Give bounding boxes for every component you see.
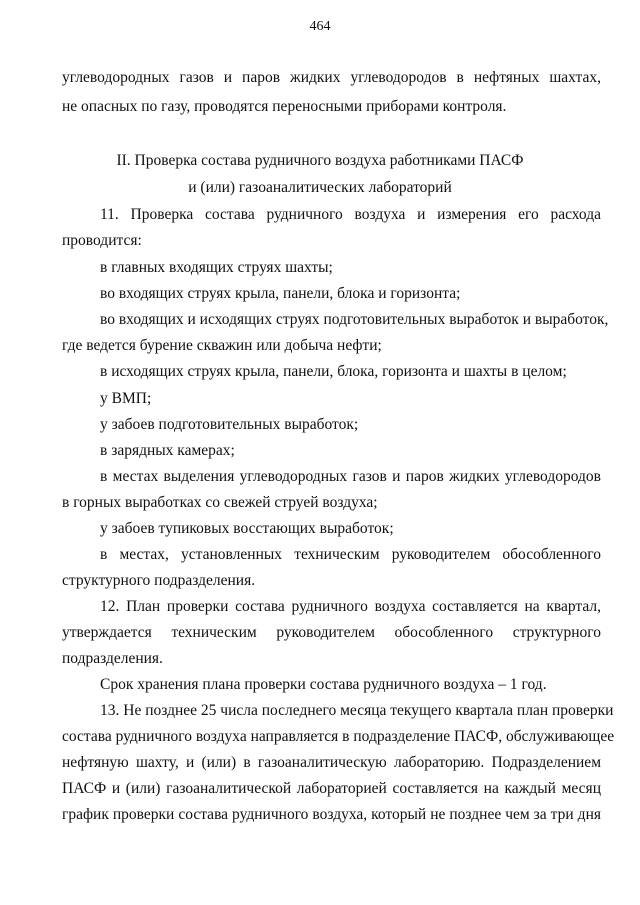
section-heading: и (или) газоаналитических лабораторий xyxy=(188,179,452,196)
list-item: в зарядных камерах; xyxy=(100,442,235,459)
text-line: 13. Не позднее 25 числа последнего месяца текущего квартала план проверки xyxy=(100,702,614,719)
text-line: не опасных по газу, проводятся переносными приборами контроля. xyxy=(62,98,507,115)
text-line: утверждается техническим руководителем обособленного структурного xyxy=(62,624,601,641)
text-line: ПАСФ и (или) газоаналитической лабораторией составляется на каждый месяц xyxy=(62,780,601,797)
list-item: в местах, установленных техническим руководителем обособленного xyxy=(100,546,601,563)
list-item: в главных входящих струях шахты; xyxy=(100,259,333,276)
text-line: структурного подразделения. xyxy=(62,572,256,589)
list-item: во входящих струях крыла, панели, блока и горизонта; xyxy=(100,285,461,302)
list-item: у ВМП; xyxy=(100,390,152,407)
text-line: подразделения. xyxy=(62,650,163,667)
list-item: в исходящих струях крыла, панели, блока, горизонта и шахты в целом; xyxy=(100,363,567,380)
text-line: график проверки состава рудничного воздуха, который не позднее чем за три дня xyxy=(62,806,601,823)
text-line: в горных выработках со свежей струей воздуха; xyxy=(62,494,378,511)
section-heading: II. Проверка состава рудничного воздуха работниками ПАСФ xyxy=(116,152,524,169)
list-item: у забоев тупиковых восстающих выработок; xyxy=(100,520,394,537)
text-line: 11. Проверка состава рудничного воздуха и измерения его расхода xyxy=(100,206,601,223)
text-line: нефтяную шахту, и (или) в газоаналитическую лабораторию. Подразделением xyxy=(62,754,601,771)
text-line: Срок хранения плана проверки состава рудничного воздуха – 1 год. xyxy=(100,676,547,693)
text-line: где ведется бурение скважин или добыча нефти; xyxy=(62,337,382,354)
text-line: состава рудничного воздуха направляется в подразделение ПАСФ, обслуживающее xyxy=(62,728,615,745)
text-line: углеводородных газов и паров жидких углеводородов в нефтяных шахтах, xyxy=(62,69,601,86)
list-item: в местах выделения углеводородных газов и паров жидких углеводородов xyxy=(100,468,601,485)
page-number: 464 xyxy=(309,19,331,34)
text-line: проводится: xyxy=(62,232,142,249)
list-item: во входящих и исходящих струях подготовительных выработок и выработок, xyxy=(100,311,609,328)
list-item: у забоев подготовительных выработок; xyxy=(100,416,359,433)
text-line: 12. План проверки состава рудничного воздуха составляется на квартал, xyxy=(100,598,601,615)
